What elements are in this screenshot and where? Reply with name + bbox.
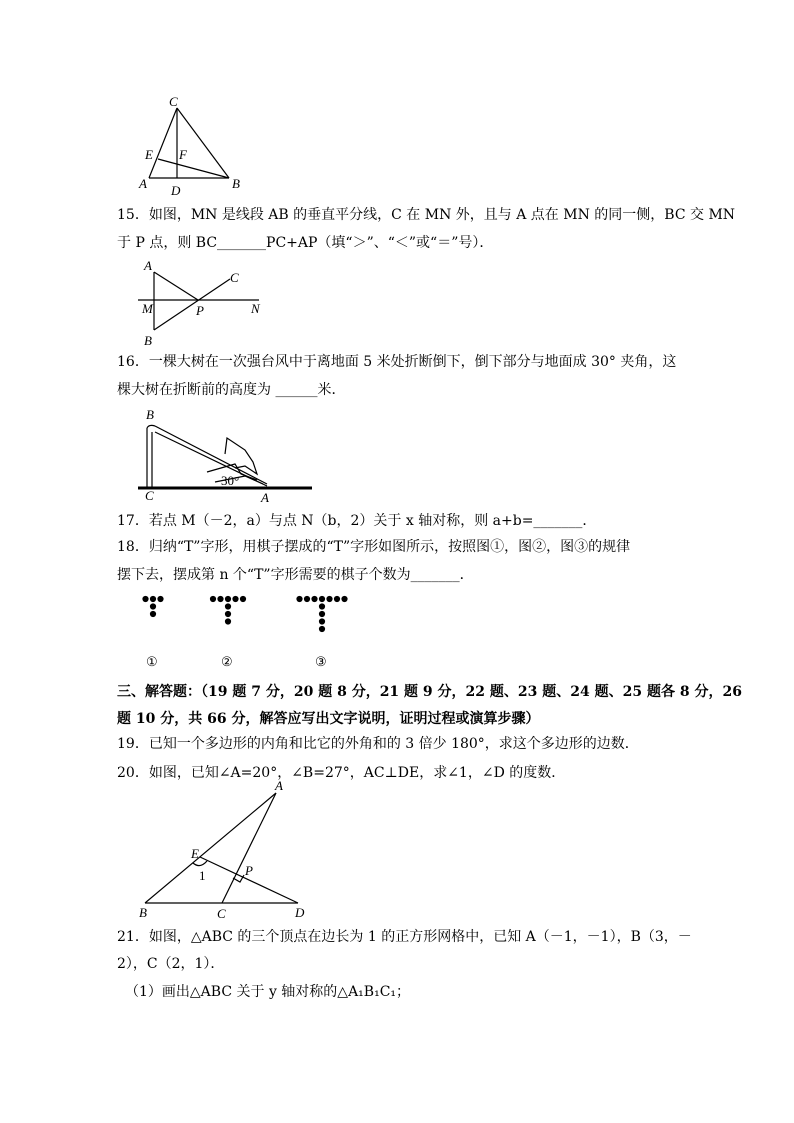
figure-triangle-abc-q14 (130, 92, 250, 197)
label-f: F (179, 147, 187, 162)
label-b: B (146, 407, 154, 422)
stone-dot (334, 596, 340, 602)
q18-line2: 摆下去，摆成第 n 个“T”字形需要的棋子个数为_______． (117, 567, 474, 583)
label-a: A (144, 258, 152, 273)
q21-line1: 21．如图，△ABC 的三个顶点在边长为 1 的正方形网格中，已知 A（－1，－1），B（3，－ (117, 929, 692, 945)
stone-dot (157, 596, 163, 602)
label-c: C (217, 906, 226, 921)
q16-line1: 16．一棵大树在一次强台风中于离地面 5 米处折断倒下，倒下部分与地面成 30° 夹角，这 (117, 354, 677, 370)
label-d: D (171, 183, 181, 198)
q19-line1: 19．已知一个多边形的内角和比它的外角和的 3 倍少 180°，求这个多边形的边数． (117, 736, 639, 752)
figure-number-label: ① (146, 654, 158, 669)
stone-dot (150, 596, 156, 602)
stone-dot (326, 596, 332, 602)
label-a: A (139, 176, 147, 191)
stone-dot (150, 603, 156, 609)
label-angle: 30° (221, 473, 240, 488)
label-b: B (144, 333, 152, 348)
stone-dot (296, 596, 302, 602)
label-a: A (261, 490, 269, 505)
q15-line2: 于 P 点，则 BC_______PC+AP（填“＞”、“＜”或“＝”号）． (117, 235, 494, 251)
q21-line2: 2），C（2，1）． (117, 956, 225, 972)
q17-line1: 17．若点 M（－2，a）与点 N（b，2）关于 x 轴对称，则 a+b=_______． (117, 513, 597, 529)
stone-dot (341, 596, 347, 602)
label-m: M (142, 301, 153, 316)
stone-dot (319, 603, 325, 609)
stone-dot (225, 603, 231, 609)
label-c: C (230, 270, 239, 285)
label-c: C (145, 488, 154, 503)
label-a: A (275, 778, 283, 793)
figure-broken-tree-q16 (135, 402, 320, 510)
label-1: 1 (199, 868, 206, 883)
figure-triangle-q20 (135, 778, 315, 921)
label-n: N (251, 301, 260, 316)
section3-line2: 题 10 分，共 66 分，解答应写出文字说明，证明过程或演算步骤） (117, 711, 540, 727)
stone-dot (240, 596, 246, 602)
label-e: E (145, 147, 153, 162)
q21-line3: （1）画出△ABC 关于 y 轴对称的△A₁B₁C₁； (125, 984, 411, 1000)
figure-number-label: ② (221, 654, 233, 669)
figure-perpendicular-bisector-q15 (135, 258, 275, 350)
label-e: E (191, 846, 199, 861)
figure-number-label: ③ (315, 654, 327, 669)
figure-t-patterns-q18 (130, 590, 370, 670)
stone-dot (304, 596, 310, 602)
stone-dot (150, 611, 156, 617)
section3-line1: 三、解答题：（19 题 7 分，20 题 8 分，21 题 9 分，22 题、23 题、24 题、25 题各 8 分，26 (117, 684, 742, 700)
label-d: D (295, 905, 305, 920)
stone-dot (319, 626, 325, 632)
stone-dot (319, 618, 325, 624)
stone-dot (311, 596, 317, 602)
q18-line1: 18．归纳“T”字形，用棋子摆成的“T”字形如图所示，按照图①，图②，图③的规律 (117, 539, 631, 555)
q20-line1: 20．如图，已知∠A=20°，∠B=27°，AC⊥DE，求∠1，∠D 的度数． (117, 765, 566, 781)
stone-dot (210, 596, 216, 602)
stone-dot (319, 596, 325, 602)
stone-dot (142, 596, 148, 602)
q15-line1: 15．如图，MN 是线段 AB 的垂直平分线，C 在 MN 外，且与 A 点在 MN 的同一侧，BC 交 MN (117, 207, 736, 223)
stone-dot (217, 596, 223, 602)
label-p: P (245, 863, 253, 878)
stone-dot (225, 611, 231, 617)
stone-dot (225, 618, 231, 624)
label-b: B (139, 905, 147, 920)
label-c: C (169, 94, 178, 109)
label-p: P (196, 303, 204, 318)
label-b: B (232, 176, 240, 191)
stone-dot (319, 611, 325, 617)
stone-dot (225, 596, 231, 602)
q16-line2: 棵大树在折断前的高度为 ______米． (117, 382, 346, 398)
stone-dot (232, 596, 238, 602)
